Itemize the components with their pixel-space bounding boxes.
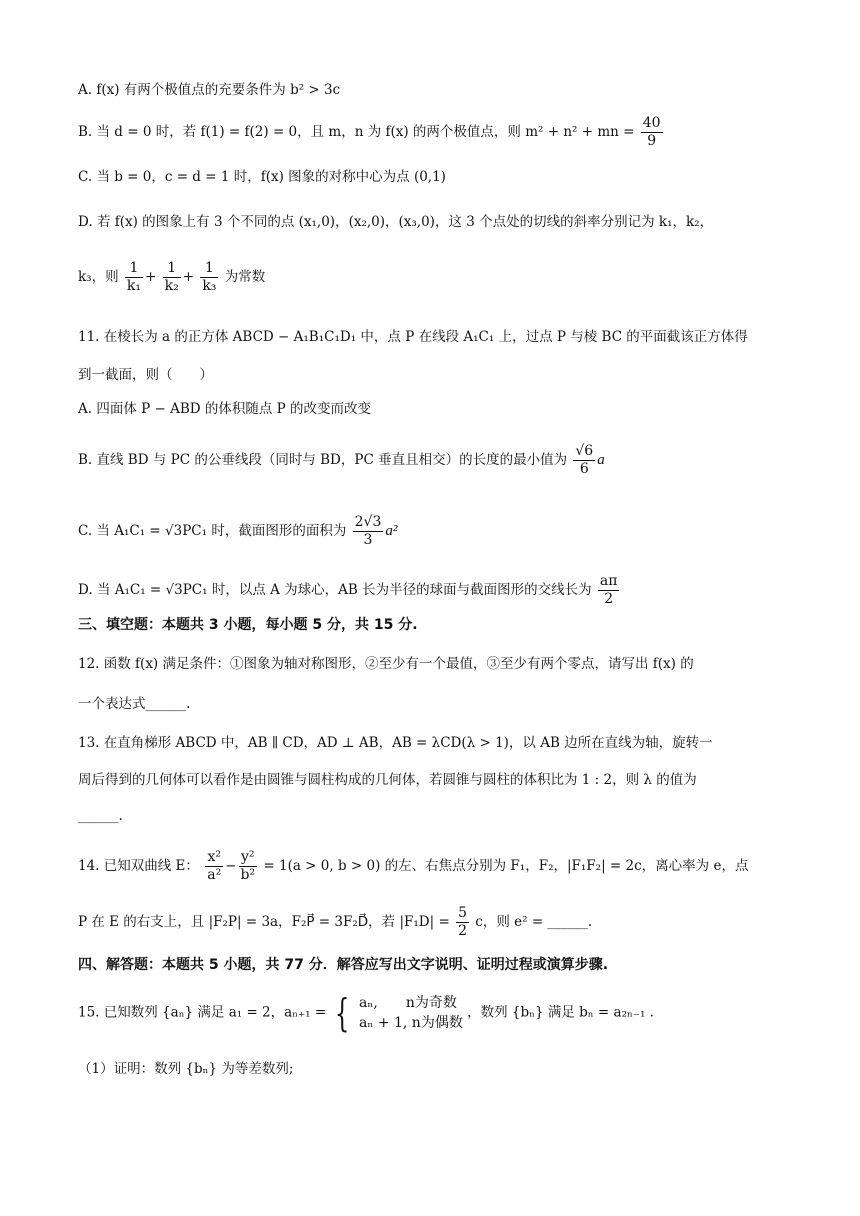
fraction-numerator: 1 [163,260,181,278]
fraction-numerator: 5 [458,905,467,921]
option-label: A. [78,82,93,98]
question-text: 14. 已知双曲线 E： [78,858,199,874]
fraction-denominator: 6 [579,461,589,477]
option-11b [78,443,800,478]
option-10d-cont: k₃，则 $\frac{1}{\text{k₁}}$ + $\frac{1}{\text{k₂}}$ + $\frac{1}{\text{k₃}}$ 为常数 [78,260,266,294]
question-15 [78,993,800,1033]
option-text: C. 当 A₁C₁ = √3PC₁ 时，截面图形的面积为 [78,523,347,539]
option-text: D. 当 A₁C₁ = √3PC₁ 时，以点 A 为球心，AB 长为半径的球面与截面图形的交线长为 [78,582,592,598]
fraction-denominator: a² [207,867,222,883]
fraction-numerator: 2√3 [354,514,382,530]
case-line: aₙ + 1, n为偶数 [358,1015,463,1031]
fraction [573,443,595,478]
fraction [353,514,384,549]
fraction-denominator: k₃ [202,278,217,294]
brace-icon: { [335,991,350,1035]
option-text: k₃，则 [78,269,119,285]
option-10d [78,212,800,232]
fraction [641,115,663,150]
question-14 [78,849,800,884]
fraction-denominator: b² [240,867,256,883]
option-text: 当 d = 0 时，若 f(1) = f(2) = 0，且 m，n 为 f(x) 的两个极值点，则 m² + n² + mn = [96,124,635,140]
option-10b [78,115,800,150]
question-11-stem: 11. 在棱长为 a 的正方体 ABCD − A₁B₁C₁D₁ 中，点 P 在线段 A₁C₁ 上，过点 P 与棱 BC 的平面截该正方体得 [78,329,748,345]
section-heading: 三、填空题：本题共 3 小题，每小题 5 分，共 15 分. [78,617,418,633]
operator: − [225,858,237,874]
option-10a [78,80,800,100]
question-text: ，数列 {bₙ} 满足 bₙ = a₂ₙ₋₁ . [467,1004,654,1021]
question-12-cont: 一个表达式______. [78,696,191,712]
option-11c [78,514,800,549]
fraction-numerator: x² [205,849,223,867]
option-text: 为常数 [224,269,266,285]
fraction-denominator: 3 [363,532,373,548]
option-10c [78,167,800,187]
option-label: B. [78,124,93,140]
question-12: 12. 函数 f(x) 满足条件：①图象为轴对称图形，②至少有一个最值，③至少有两个零点，请写出 f(x) 的 [78,656,694,672]
fraction-numerator: 1 [125,260,143,278]
fraction [598,573,620,608]
option-text: 当 b = 0，c = d = 1 时，f(x) 图象的对称中心为点 (0,1) [96,169,446,185]
fraction [239,849,258,884]
question-14-cont [78,905,800,940]
question-text: 15. 已知数列 {aₙ} 满足 a₁ = 2，aₙ₊₁ = [78,1004,327,1021]
fraction-numerator: √6 [575,443,594,459]
fraction-denominator: 9 [647,133,657,149]
question-13-cont: 周后得到的几何体可以看作是由圆锥与圆柱构成的几何体，若圆锥与圆柱的体积比为 1 : 2，则 λ 的值为 [78,772,697,788]
fraction-denominator: 2 [604,591,614,607]
question-text: P 在 E 的右支上，且 |F₂P| = 3a，F₂P⃗ = 3F₂D⃗，若 |F₁D| = [78,914,450,930]
option-11a: A. 四面体 P − ABD 的体积随点 P 的改变而改变 [78,401,372,417]
question-text: = 1(a > 0, b > 0) 的左、右焦点分别为 F₁，F₂，|F₁F₂| = 2c，离心率为 e，点 [263,858,749,874]
option-11d [78,573,800,608]
option-text: B. 直线 BD 与 PC 的公垂线段（同时与 BD，PC 垂直且相交）的长度的最小值为 [78,452,568,468]
option-text: f(x) 有两个极值点的充要条件为 b² > 3c [96,82,341,98]
question-15-part1: （1）证明：数列 {bₙ} 为等差数列; [78,1061,294,1077]
fraction-numerator: 1 [200,260,218,278]
option-label: D. [78,214,93,230]
fraction [163,260,181,295]
fraction-numerator: aπ [599,573,618,589]
option-label: C. [78,169,93,185]
fraction [205,849,223,884]
fraction-numerator: y² [239,849,258,867]
question-text: c，则 e² = ______. [475,914,593,930]
fraction-denominator: k₂ [164,278,179,294]
fraction-denominator: 2 [458,923,467,939]
fraction-numerator: 40 [642,115,661,131]
question-13: 13. 在直角梯形 ABCD 中，AB ∥ CD，AD ⊥ AB，AB = λCD(λ > 1)，以 AB 边所在直线为轴，旋转一 [78,735,713,751]
fraction [125,260,143,295]
fraction [200,260,218,295]
option-text: a [597,452,605,468]
fraction-denominator: k₁ [126,278,141,294]
question-13-blank: ______. [78,808,123,824]
question-11-stem-cont: 到一截面，则（ ） [78,367,213,383]
case-line: aₙ, n为奇数 [358,995,457,1011]
option-text: 若 f(x) 的图象上有 3 个不同的点 (x₁,0)，(x₂,0)，(x₃,0)，这 3 个点处的切线的斜率分别记为 k₁，k₂， [96,214,714,230]
section-heading: 四、解答题：本题共 5 小题，共 77 分．解答应写出文字说明、证明过程或演算步骤. [78,957,609,973]
option-text: a² [385,523,398,539]
piecewise-cases [359,993,463,1033]
fraction [456,905,469,940]
